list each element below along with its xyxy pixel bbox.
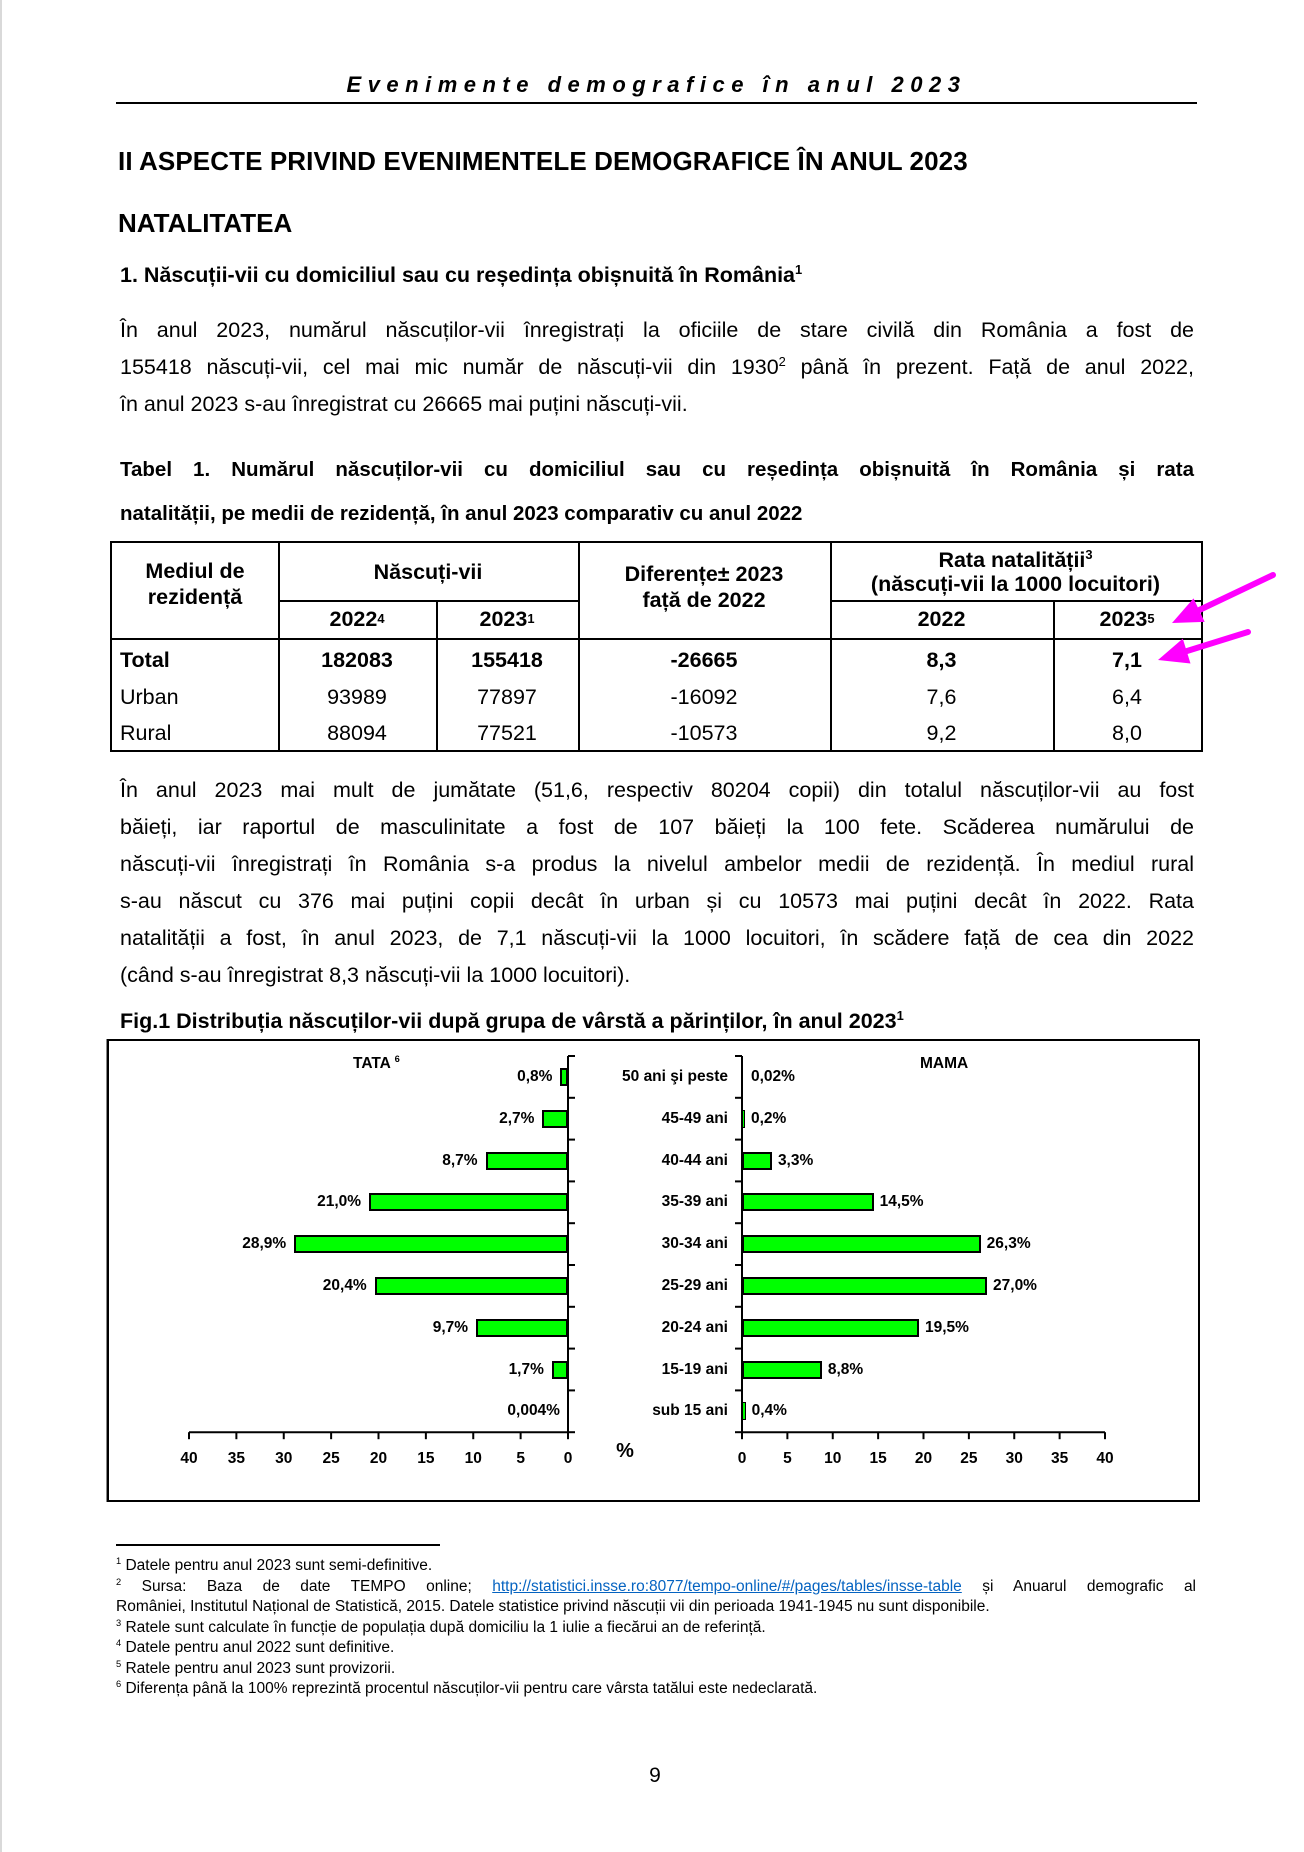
x-tick-label: 35 xyxy=(1051,1450,1069,1468)
header-rata-unit: (născuți-vii la 1000 locuitori) xyxy=(870,571,1161,596)
x-tick-label: 30 xyxy=(275,1450,293,1468)
age-group-label: 25-29 ani xyxy=(661,1276,728,1294)
header-rata-2022: 2022 xyxy=(917,607,966,631)
header-mediu: Mediul de rezidență xyxy=(145,558,245,609)
row-total-n2022: 182083 xyxy=(321,648,393,672)
x-axis-label: % xyxy=(616,1440,634,1462)
value-label-tata: 0,004% xyxy=(507,1402,560,1420)
bar-tata xyxy=(369,1193,568,1211)
footnote-number: 2 xyxy=(116,1576,122,1587)
value-label-mama: 26,3% xyxy=(986,1235,1031,1253)
header-diferenta: Diferențe± 2023 față de 2022 xyxy=(624,561,784,612)
row-total-dif: -26665 xyxy=(670,648,738,672)
figure-title-text: Fig.1 Distribuția născuților-vii după grupa de vârstă a părinților, în anul 2023 xyxy=(120,1009,897,1033)
bar-mama xyxy=(742,1277,987,1295)
value-label-tata: 1,7% xyxy=(508,1360,544,1378)
footnote-number: 6 xyxy=(116,1678,122,1689)
footnote-text: Ratele pentru anul 2023 sunt provizorii. xyxy=(125,1659,396,1677)
row-urban-r2022: 7,6 xyxy=(926,685,957,709)
row-rural-dif: -10573 xyxy=(670,721,738,745)
footnote-text: și Anuarul demografic al xyxy=(961,1577,1197,1595)
bar-mama xyxy=(742,1402,746,1420)
row-total-n2023: 155418 xyxy=(471,648,543,672)
bar-mama xyxy=(742,1235,981,1253)
footnote-rule xyxy=(116,1544,440,1546)
footnote-2 xyxy=(116,1577,1196,1598)
row-urban-dif: -16092 xyxy=(670,685,738,709)
paragraph-line: născuți-vii înregistrați în România s-a produs la nivelul ambelor medii de rezidență. În mediul rural xyxy=(120,852,1194,876)
x-tick-label: 40 xyxy=(180,1450,198,1468)
footnotes xyxy=(116,1556,1196,1700)
row-rural-label: Rural xyxy=(120,721,172,745)
footnote-3 xyxy=(116,1618,1196,1639)
bar-tata xyxy=(375,1277,568,1295)
value-label-tata: 21,0% xyxy=(317,1193,362,1211)
age-group-label: 50 ani şi peste xyxy=(622,1067,728,1085)
age-group-label: 45-49 ani xyxy=(661,1109,728,1127)
bar-mama xyxy=(742,1110,745,1128)
paragraph-line: În anul 2023, numărul născuților-vii înregistrați la oficiile de stare civilă din România a fost de xyxy=(120,318,1194,342)
header-nascuti: Născuți-vii xyxy=(373,559,483,584)
footnote-number: 5 xyxy=(116,1658,122,1669)
age-group-label: sub 15 ani xyxy=(652,1402,728,1420)
bar-tata xyxy=(486,1152,568,1170)
footnote-ref[interactable]: 1 xyxy=(795,261,803,277)
footnote-1 xyxy=(116,1556,1196,1577)
age-group-label: 40-44 ani xyxy=(661,1151,728,1169)
value-label-mama: 0,02% xyxy=(751,1067,795,1085)
footnote-text: Datele pentru anul 2023 sunt semi-definitive. xyxy=(125,1557,433,1574)
value-label-mama: 27,0% xyxy=(993,1276,1037,1294)
header-text: Rata natalității xyxy=(938,547,1086,572)
series-name: TATA xyxy=(353,1055,391,1072)
age-group-label: 30-34 ani xyxy=(661,1235,728,1253)
caption-line: Tabel 1. Numărul născuților-vii cu domiciliul sau cu reședința obișnuită în România și rata xyxy=(120,458,1194,481)
bar-mama xyxy=(742,1319,919,1337)
bar-mama xyxy=(742,1193,874,1211)
header-nascuti-2023: 2023 1 xyxy=(479,607,535,631)
paragraph-line: În anul 2023 mai mult de jumătate (51,6, respectiv 80204 copii) din totalul născuților-vii au fost xyxy=(120,778,1194,802)
footnote-ref[interactable]: 2 xyxy=(778,353,786,369)
header-nascuti-2022: 2022 4 xyxy=(329,607,385,631)
footnote-4 xyxy=(116,1638,1196,1659)
footnote-text: Ratele sunt calculate în funcție de populația după domiciliu la 1 iulie a fiecărui an de referință. xyxy=(125,1618,766,1636)
bar-tata xyxy=(560,1068,568,1086)
footnote-ref[interactable]: 3 xyxy=(1085,546,1093,562)
x-tick-label: 10 xyxy=(464,1450,482,1468)
row-urban-label: Urban xyxy=(120,685,179,709)
row-urban-r2023: 6,4 xyxy=(1112,685,1142,709)
row-rural-n2023: 77521 xyxy=(477,721,537,745)
x-tick-label: 15 xyxy=(417,1450,435,1468)
footnote-number: 1 xyxy=(116,1555,122,1566)
caption-line: natalității, pe medii de rezidență, în anul 2023 comparativ cu anul 2022 xyxy=(120,502,803,525)
subheading-text: 1. Născuții-vii cu domiciliul sau cu reședința obișnuită în România xyxy=(120,263,796,287)
value-label-mama: 0,2% xyxy=(751,1109,787,1127)
value-label-tata: 0,8% xyxy=(517,1067,553,1085)
running-header: Evenimente demografice în anul 2023 xyxy=(346,72,967,97)
section-title: II ASPECTE PRIVIND EVENIMENTELE DEMOGRAFICE ÎN ANUL 2023 xyxy=(118,146,968,176)
value-label-tata: 8,7% xyxy=(442,1151,478,1169)
paragraph-line: băieți, iar raportul de masculinitate a fost de 107 băieți la 100 fete. Scăderea numărului de xyxy=(120,815,1194,839)
header-text: 2022 xyxy=(329,607,378,631)
footnote-text: Datele pentru anul 2022 sunt definitive. xyxy=(125,1639,395,1656)
paragraph-line: (când s-au înregistrat 8,3 născuți-vii la 1000 locuitori). xyxy=(120,963,631,987)
bar-mama xyxy=(742,1152,772,1170)
bar-tata xyxy=(294,1235,568,1253)
footnote-number: 3 xyxy=(116,1617,122,1628)
x-tick-label: 20 xyxy=(369,1450,388,1468)
row-urban-n2022: 93989 xyxy=(327,685,387,709)
row-rural-r2023: 8,0 xyxy=(1112,721,1142,745)
x-tick-label: 25 xyxy=(960,1450,978,1468)
value-label-mama: 19,5% xyxy=(924,1318,969,1336)
bar-tata xyxy=(552,1361,568,1379)
value-label-mama: 3,3% xyxy=(777,1151,814,1169)
x-tick-label: 35 xyxy=(227,1450,245,1468)
x-tick-label: 0 xyxy=(737,1450,747,1468)
row-rural-n2022: 88094 xyxy=(327,721,387,745)
value-label-tata: 20,4% xyxy=(322,1276,367,1294)
age-group-label: 15-19 ani xyxy=(661,1360,728,1378)
value-label-tata: 28,9% xyxy=(242,1235,287,1253)
age-group-label: 20-24 ani xyxy=(661,1318,728,1336)
value-label-mama: 8,8% xyxy=(827,1360,864,1378)
header-text: 2023 xyxy=(479,607,528,631)
footnote-5 xyxy=(116,1659,1196,1680)
row-urban-n2023: 77897 xyxy=(477,685,537,709)
paragraph-line: în anul 2023 s-au înregistrat cu 26665 mai puțini născuți-vii. xyxy=(120,392,688,416)
chapter-title: NATALITATEA xyxy=(118,208,293,238)
footnote-number: 4 xyxy=(116,1637,122,1648)
bar-mama xyxy=(742,1361,822,1379)
series-label-tata xyxy=(353,1055,400,1073)
bar-tata xyxy=(542,1110,568,1128)
footnote-ref[interactable]: 1 xyxy=(896,1007,904,1023)
footnote-text: Sursa: Baza de date TEMPO online; xyxy=(141,1577,493,1595)
series-label-mama: MAMA xyxy=(920,1055,969,1072)
header-text: 2023 xyxy=(1099,607,1148,631)
bar-tata xyxy=(476,1319,568,1337)
footnote-2-continued: României, Institutul Național de Statistică, 2015. Datele statistice privind născuții vii din perioada 1941-1945 nu sunt disponibile. xyxy=(116,1598,990,1615)
age-group-label: 35-39 ani xyxy=(661,1193,728,1211)
value-label-mama: 14,5% xyxy=(879,1193,924,1211)
value-label-mama: 0,4% xyxy=(751,1402,787,1420)
page-number: 9 xyxy=(649,1764,661,1787)
x-tick-label: 30 xyxy=(1005,1450,1023,1468)
row-rural-r2022: 9,2 xyxy=(926,721,957,745)
value-label-tata: 9,7% xyxy=(432,1318,469,1336)
header-rata-2023: 2023 5 xyxy=(1099,607,1155,631)
footnote-ref[interactable]: 6 xyxy=(394,1053,400,1064)
x-tick-label: 5 xyxy=(783,1450,792,1468)
value-label-tata: 2,7% xyxy=(499,1109,535,1127)
x-tick-label: 20 xyxy=(914,1450,933,1468)
text-run: până în prezent. Față de anul 2022, xyxy=(785,355,1194,379)
row-total-label: Total xyxy=(120,648,170,672)
row-total-r2022: 8,3 xyxy=(926,648,957,672)
paragraph-line: natalității a fost, în anul 2023, de 7,1 născuți-vii la 1000 locuitori, în scădere față de cea din 2022 xyxy=(120,926,1194,950)
x-tick-label: 25 xyxy=(322,1450,340,1468)
x-tick-label: 0 xyxy=(563,1450,573,1468)
x-tick-label: 15 xyxy=(869,1450,887,1468)
footnote-6 xyxy=(116,1679,1196,1700)
tempo-online-link[interactable]: http://statistici.insse.ro:8077/tempo-online/#/pages/tables/insse-table xyxy=(492,1577,962,1595)
x-tick-label: 10 xyxy=(824,1450,842,1468)
paragraph-line: s-au născut cu 376 mai puțini copii decât în urban și cu 10573 mai puțini decât în 2022. Rata xyxy=(120,889,1194,913)
text-run: 155418 născuți-vii, cel mai mic număr de născuți-vii din 1930 xyxy=(120,355,779,379)
x-tick-label: 5 xyxy=(516,1450,525,1468)
row-total-r2023: 7,1 xyxy=(1112,648,1142,672)
footnote-text: Diferența până la 100% reprezintă procentul născuților-vii pentru care vârsta tatălui este nedeclarată. xyxy=(125,1680,818,1697)
x-tick-label: 40 xyxy=(1096,1450,1114,1468)
